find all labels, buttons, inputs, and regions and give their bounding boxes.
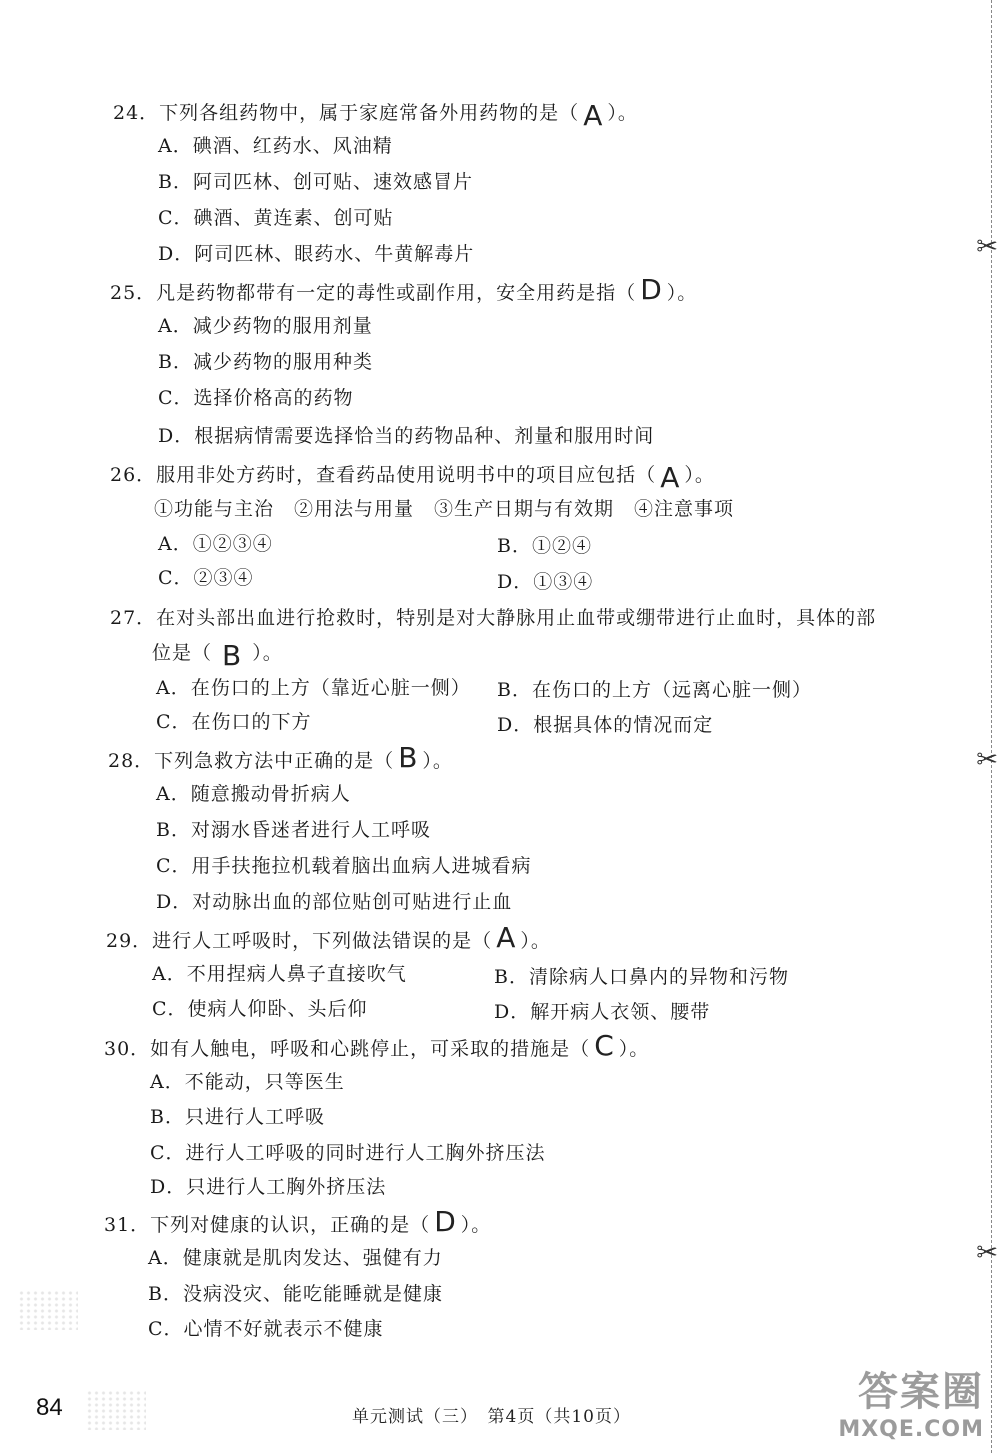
option: B．阿司匹林、创可贴、速效感冒片 — [158, 171, 473, 193]
option: D．根据病情需要选择恰当的药物品种、剂量和服用时间 — [158, 425, 655, 447]
option: A．随意搬动骨折病人 — [156, 783, 351, 805]
option: A．碘酒、红药水、风油精 — [158, 135, 393, 157]
answer-29: A — [496, 921, 517, 954]
question-29-stem: 29．进行人工呼吸时，下列做法错误的是（ A ）。 — [106, 921, 551, 954]
option: A．减少药物的服用剂量 — [158, 315, 373, 337]
question-27-stem: 27．在对头部出血进行抢救时，特别是对大静脉用止血带或绷带进行止血时，具体的部 — [110, 607, 877, 629]
option: B．在伤口的上方（远离心脏一侧） — [497, 679, 812, 701]
question-24-stem: 24．下列各组药物中，属于家庭常备外用药物的是（ A ）。 — [113, 99, 638, 132]
option: A．不用捏病人鼻子直接吹气 — [152, 963, 407, 985]
question-26-items: ①功能与主治 ②用法与用量 ③生产日期与有效期 ④注意事项 — [154, 498, 735, 520]
option: C．②③④ — [158, 567, 254, 589]
answer-31: D — [434, 1205, 457, 1238]
question-31-stem: 31．下列对健康的认识，正确的是（ D ）。 — [104, 1205, 492, 1238]
answer-25: D — [640, 273, 663, 306]
question-30-stem: 30．如有人触电，呼吸和心跳停止，可采取的措施是（ C ）。 — [104, 1029, 650, 1062]
option: A．不能动，只等医生 — [150, 1071, 345, 1093]
option: D．①③④ — [497, 571, 594, 593]
footer-title: 单元测试（三） 第4页（共10页） — [352, 1407, 631, 1427]
option: C．心情不好就表示不健康 — [148, 1318, 384, 1340]
question-28-stem: 28．下列急救方法中正确的是（ B ）。 — [108, 741, 453, 774]
option: D．只进行人工胸外挤压法 — [150, 1176, 387, 1198]
watermark-logo: 答案圈 MXQE.COM — [838, 1369, 984, 1442]
page-number: 84 — [36, 1394, 63, 1421]
question-26-stem: 26．服用非处方药时，查看药品使用说明书中的项目应包括（ A ）。 — [110, 461, 715, 494]
option: B．①②④ — [497, 535, 592, 557]
option: D．根据具体的情况而定 — [497, 714, 714, 736]
answer-28: B — [398, 741, 419, 774]
scissors-icon: ✂ — [976, 232, 998, 262]
answer-27: B — [222, 639, 243, 672]
option: A．在伤口的上方（靠近心脏一侧） — [156, 677, 471, 699]
option: C．碘酒、黄连素、创可贴 — [158, 207, 394, 229]
option: C．选择价格高的药物 — [158, 387, 354, 409]
option: D．对动脉出血的部位贴创可贴进行止血 — [156, 891, 513, 913]
question-25-stem: 25．凡是药物都带有一定的毒性或副作用，安全用药是指（ D ）。 — [110, 273, 698, 306]
option: C．在伤口的下方 — [156, 711, 312, 733]
option: B．对溺水昏迷者进行人工呼吸 — [156, 819, 431, 841]
option: B．清除病人口鼻内的异物和污物 — [494, 966, 789, 988]
option: D．解开病人衣领、腰带 — [494, 1001, 711, 1023]
option: C．用手扶拖拉机载着脑出血病人进城看病 — [156, 855, 532, 877]
scan-noise — [86, 1390, 146, 1430]
scissors-icon: ✂ — [976, 1238, 998, 1268]
option: A．①②③④ — [158, 533, 273, 555]
option: B．没病没灾、能吃能睡就是健康 — [148, 1283, 443, 1305]
option: B．减少药物的服用种类 — [158, 351, 373, 373]
option: A．健康就是肌肉发达、强健有力 — [148, 1247, 443, 1269]
answer-24: A — [583, 99, 604, 132]
question-27-stem-cont: 位是（ B ）。 — [152, 639, 283, 672]
cut-line — [991, 0, 992, 1453]
option: C．进行人工呼吸的同时进行人工胸外挤压法 — [150, 1142, 546, 1164]
option: D．阿司匹林、眼药水、牛黄解毒片 — [158, 243, 475, 265]
option: B．只进行人工呼吸 — [150, 1106, 325, 1128]
scissors-icon: ✂ — [976, 745, 998, 775]
option: C．使病人仰卧、头后仰 — [152, 998, 368, 1020]
answer-26: A — [660, 461, 681, 494]
scan-noise — [18, 1290, 78, 1330]
answer-30: C — [594, 1029, 615, 1062]
